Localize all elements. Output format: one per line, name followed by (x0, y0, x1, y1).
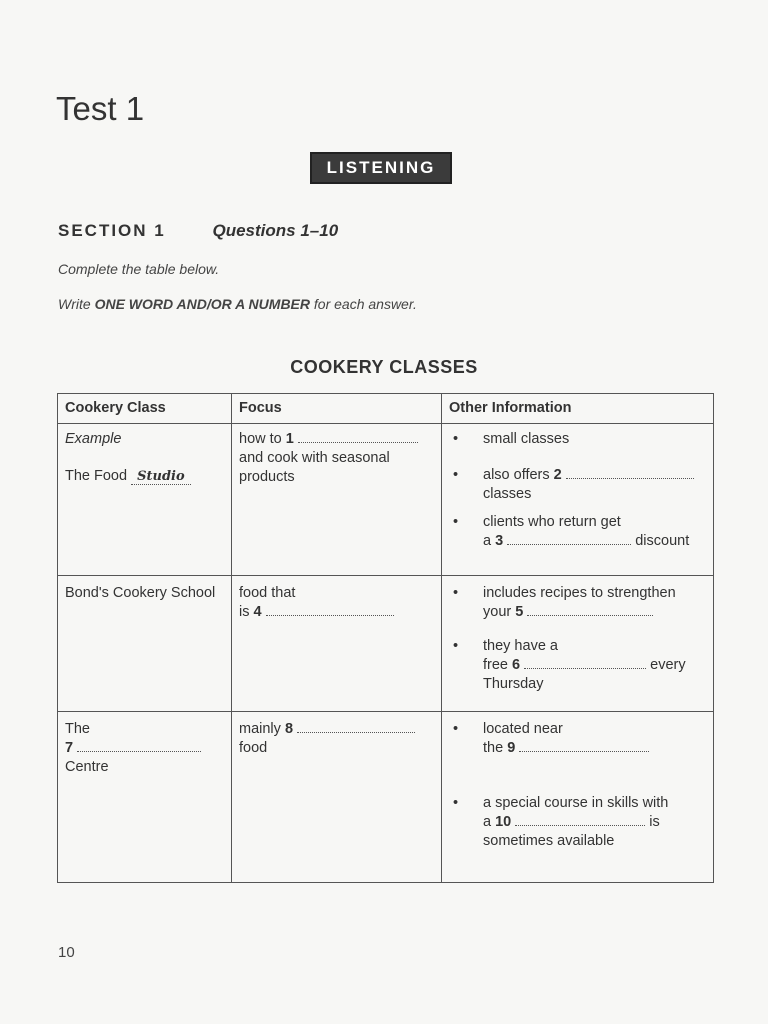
section-label: SECTION 1 (58, 221, 166, 240)
focus-text: how to 1 (239, 430, 434, 449)
row3-info-cell (442, 712, 714, 883)
row3-class-cell (58, 712, 232, 883)
question-number: 7 (65, 740, 74, 756)
answer-blank[interactable] (77, 739, 201, 752)
bullet-icon: • (453, 795, 459, 811)
info-list (449, 430, 706, 551)
answer-blank[interactable] (527, 603, 653, 616)
answer-blank[interactable] (566, 466, 694, 479)
bullet-icon: • (453, 638, 459, 654)
column-header-info: Other Information (442, 394, 714, 424)
list-item: • clients who return get a 3 discount (453, 514, 690, 549)
questions-label: Questions 1–10 (212, 221, 339, 240)
instruction-pre: Write (58, 296, 95, 312)
list-item: • they have a free 6 every Thursday (453, 638, 686, 692)
table-row (58, 424, 714, 576)
question-number: 10 (495, 814, 512, 830)
table-row (58, 712, 714, 883)
table-title: COOKERY CLASSES (290, 357, 478, 377)
class-name-text-continued: Centre (65, 759, 109, 775)
bullet-icon: • (453, 467, 459, 483)
instruction-post: for each answer. (310, 296, 417, 312)
question-number: 2 (553, 467, 562, 483)
answer-blank[interactable] (524, 656, 646, 669)
row2-class-cell: Bond's Cookery School (58, 576, 232, 712)
class-name-text: The Food (65, 468, 128, 484)
focus-text-continued: and cook with seasonal products (239, 450, 390, 485)
table-header-row (58, 394, 714, 424)
example-answer: Studio (131, 469, 191, 485)
row2-info-cell (442, 576, 714, 712)
question-number: 4 (253, 604, 262, 620)
row1-focus-cell (232, 424, 442, 576)
answer-blank[interactable] (515, 813, 645, 826)
answer-blank[interactable] (519, 739, 649, 752)
answer-blank[interactable] (507, 532, 631, 545)
info-list (449, 720, 706, 851)
list-item: • a special course in skills with a 10 is sometimes available (453, 795, 669, 849)
question-number: 1 (285, 431, 294, 447)
column-header-focus: Focus (232, 394, 442, 424)
bullet-icon: • (453, 585, 459, 601)
focus-text: mainly 8 (239, 720, 434, 739)
listening-banner: LISTENING (310, 152, 452, 184)
row3-focus-cell (232, 712, 442, 883)
question-number: 8 (284, 721, 294, 737)
instruction-line-1: Complete the table below. (58, 261, 220, 277)
row1-info-cell (442, 424, 714, 576)
list-item: • also offers 2 classes (449, 466, 706, 504)
bullet-icon: • (453, 514, 459, 530)
column-header-class: Cookery Class (58, 394, 232, 424)
table-row (58, 576, 714, 712)
test-title: Test 1 (56, 90, 145, 127)
bullet-icon: • (453, 721, 459, 737)
row1-class-cell (58, 424, 232, 576)
answer-blank[interactable] (266, 603, 394, 616)
instruction-bold: ONE WORD AND/OR A NUMBER (94, 296, 310, 312)
list-item: • includes recipes to strengthen your 5 (453, 585, 676, 620)
question-number: 3 (495, 533, 504, 549)
focus-text: food that (239, 585, 296, 601)
list-item: • small classes (453, 431, 570, 447)
example-label: Example (65, 431, 122, 447)
instruction-line-2 (58, 296, 417, 312)
question-number: 9 (507, 740, 516, 756)
answer-blank[interactable] (297, 720, 415, 733)
bullet-icon: • (453, 431, 459, 447)
list-item: • located near the 9 (449, 720, 706, 758)
cookery-table (57, 393, 714, 883)
info-list (449, 584, 706, 694)
focus-text-continued: food (239, 740, 268, 756)
class-name-blank-line (65, 739, 224, 758)
question-number: 6 (512, 657, 521, 673)
page-number: 10 (58, 944, 75, 961)
answer-blank[interactable] (298, 430, 418, 443)
row2-focus-cell (232, 576, 442, 712)
class-name-text: The (65, 721, 90, 737)
question-number: 5 (515, 604, 524, 620)
focus-text-continued: is 4 (239, 603, 434, 622)
section-heading (58, 221, 338, 241)
row1-class-name (65, 467, 224, 486)
